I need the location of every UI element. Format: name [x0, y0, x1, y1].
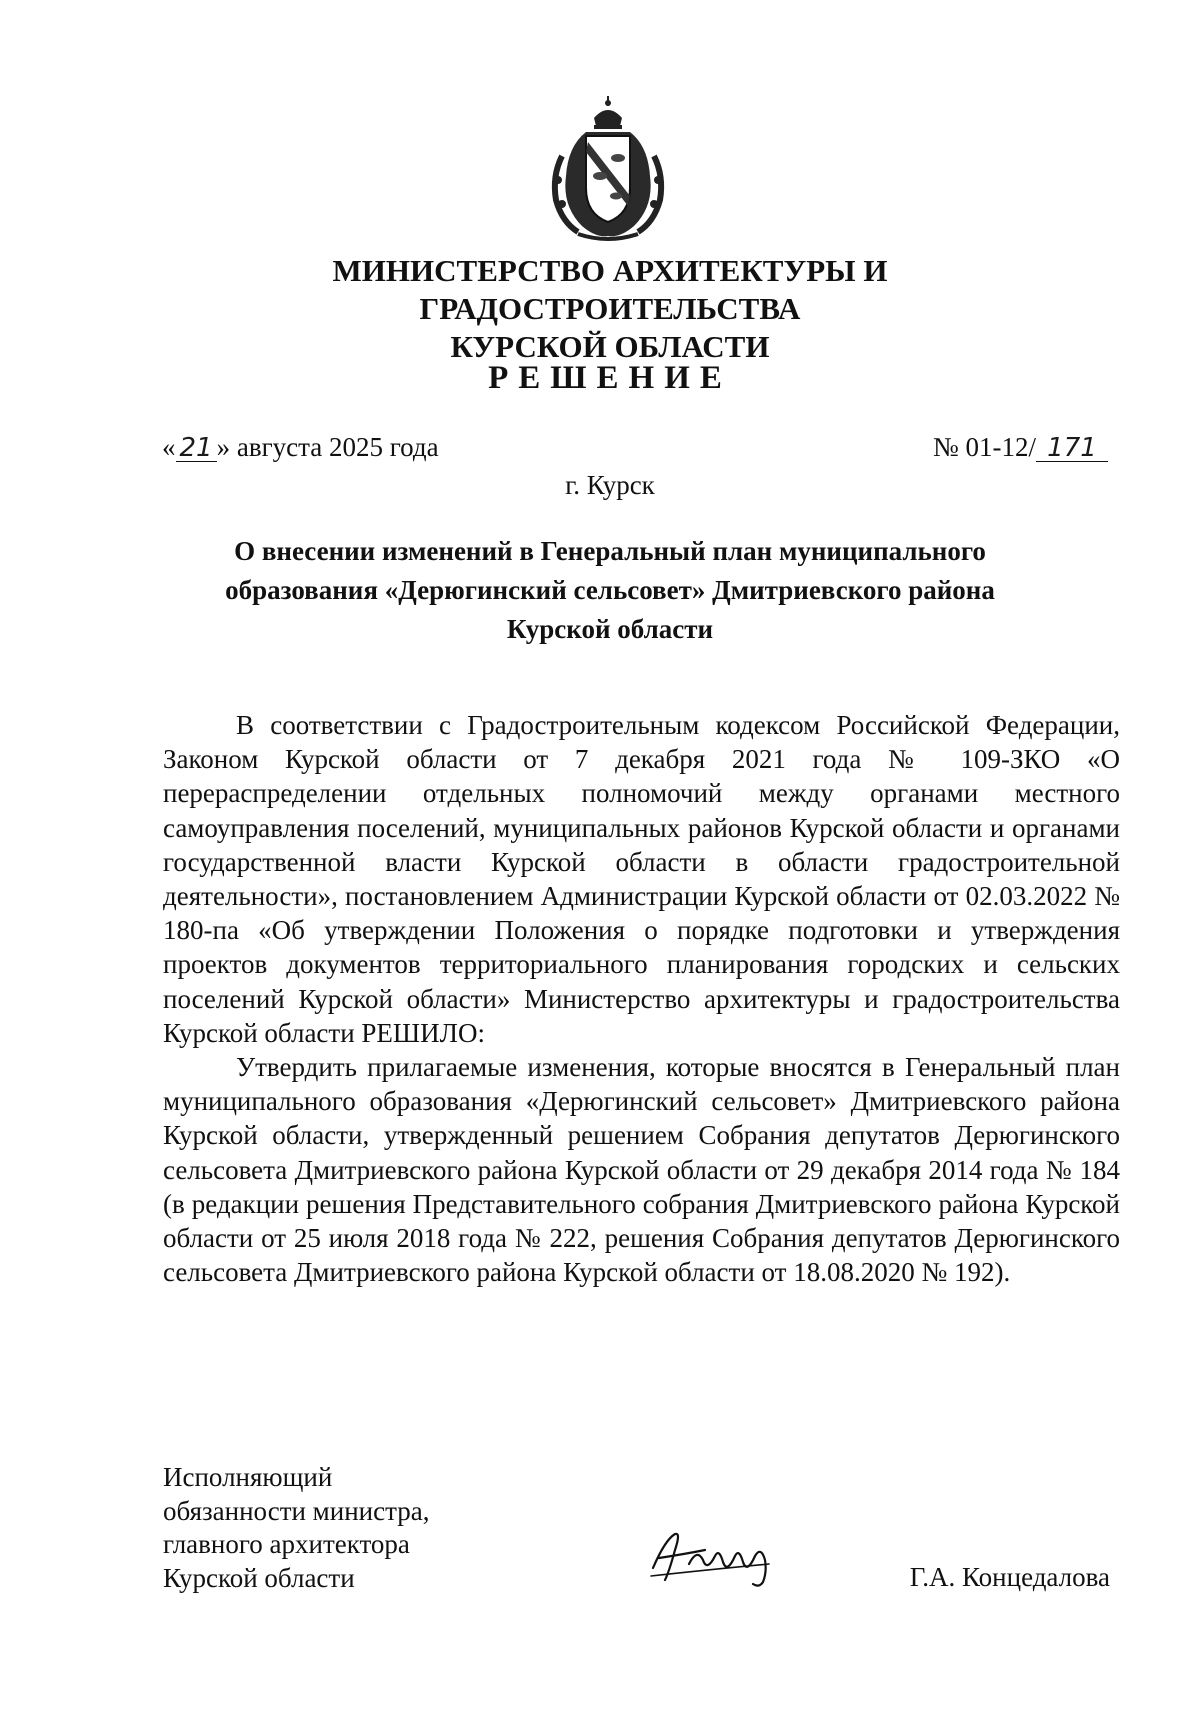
date-day-handwritten: 21: [176, 435, 217, 462]
date-open-quote: «: [162, 432, 176, 462]
ministry-line-1: МИНИСТЕРСТВО АРХИТЕКТУРЫ И ГРАДОСТРОИТЕЛЬСТВА: [332, 253, 888, 326]
number-handwritten: 171: [1036, 435, 1108, 462]
document-body: [163, 708, 1120, 1289]
ministry-name: [150, 252, 1070, 366]
document-type-title: РЕШЕНИЕ: [488, 360, 732, 396]
signatory-title-line-2: обязанности министра,: [163, 1495, 430, 1526]
number-prefix: № 01-12/: [932, 432, 1036, 462]
signatory-title-line-3: главного архитектора: [163, 1529, 410, 1559]
subject-line-1: О внесении изменений в Генеральный план муниципального: [234, 536, 986, 566]
signatory-title: [163, 1461, 429, 1595]
signer-name: Г.А. Концедалова: [909, 1562, 1110, 1592]
kursk-oblast-coat-of-arms-icon: [548, 96, 668, 241]
handwritten-signature-icon: [645, 1520, 815, 1590]
signatory-title-line-1: Исполняющий: [163, 1462, 333, 1492]
body-paragraph-1: В соответствии с Градостроительным кодексом Российской Федерации, Законом Курской области от 7 декабря 2021 года № 109-ЗКО «О перераспределении отдельных полномочий между органами местного самоуправления поселений, муниципальных районов Курской области и органами государственной власти Курской области в области градостроительной деятельности», постановлением Администрации Курской области от 02.03.2022 № 180-па «Об утверждении Положения о порядке подготовки и утверждения проектов документов территориального планирования городских и сельских поселений Курской области» Министерство архитектуры и градостроительства Курской области РЕШИЛО:: [163, 710, 1120, 1048]
subject-line-3: Курской области: [506, 614, 714, 644]
document-number: [933, 432, 1108, 463]
signatory-title-line-4: Курской области: [163, 1562, 355, 1593]
document-subject: [150, 532, 1070, 649]
ministry-line-2: КУРСКОЙ ОБЛАСТИ: [450, 329, 770, 364]
date-rest: » августа 2025 года: [216, 432, 439, 462]
document-city: г. Курск: [565, 470, 655, 500]
subject-line-2: образования «Дерюгинский сельсовет» Дмитриевского района: [225, 575, 995, 605]
document-date: [162, 432, 439, 463]
body-paragraph-2: Утвердить прилагаемые изменения, которые вносятся в Генеральный план муниципального образования «Дерюгинский сельсовет» Дмитриевского района Курской области, утвержденный решением Собрания депутатов Дерюгинского сельсовета Дмитриевского района Курской области от 29 декабря 2014 года № 184 (в редакции решения Представительного собрания Дмитриевского района Курской области от 25 июля 2018 года № 222, решения Собрания депутатов Дерюгинского сельсовета Дмитриевского района Курской области от 18.08.2020 № 192).: [163, 1052, 1120, 1288]
